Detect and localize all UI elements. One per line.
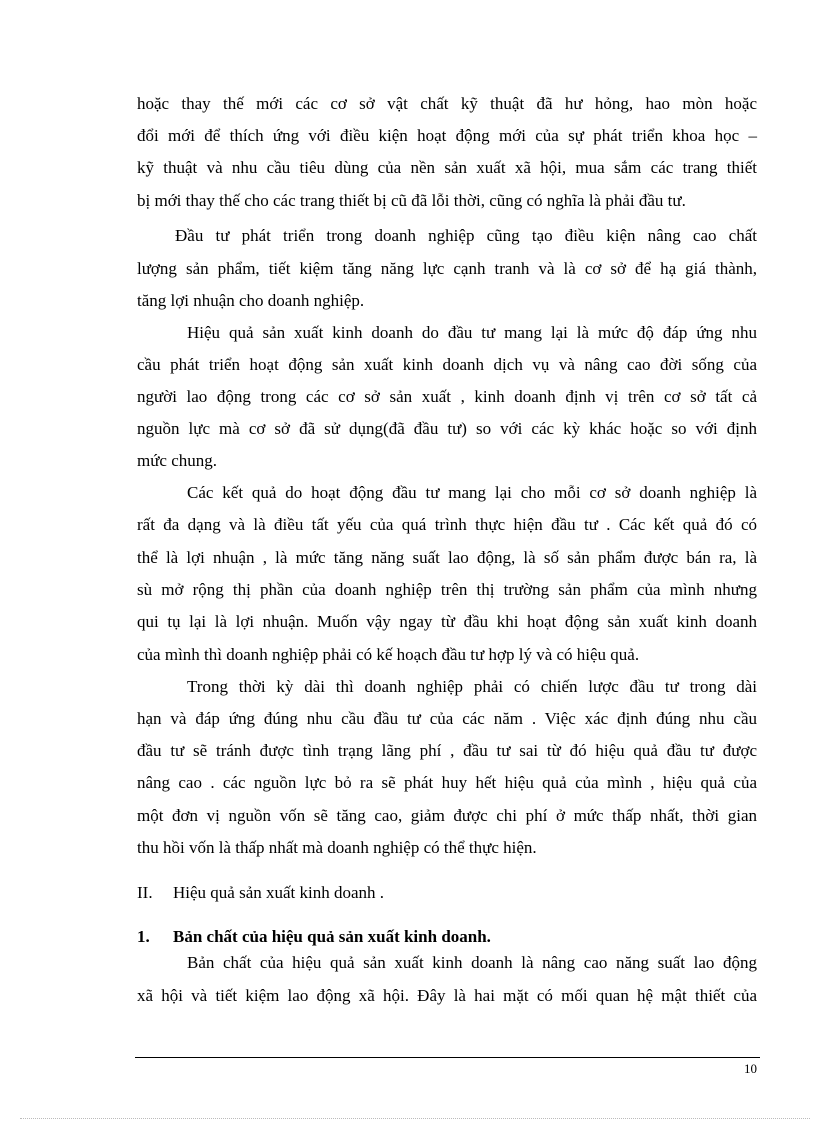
body-line: hạn và đáp ứng đúng nhu cầu đầu tư của các năm . Việc xác định đúng nhu cầu [137,709,757,728]
body-line: kỹ thuật và nhu cầu tiêu dùng của nền sản xuất xã hội, mua sắm các trang thiết [137,158,757,177]
body-line: đổi mới để thích ứng với điều kiện hoạt động mới của sự phát triển khoa học – [137,126,757,145]
body-line: Các kết quả do hoạt động đầu tư mang lại cho mỗi cơ sở doanh nghiệp là [187,483,757,502]
page-number: 10 [744,1061,757,1076]
body-line: rất đa dạng và là điều tất yếu của quá trình thực hiện đầu tư . Các kết quả đó có [137,515,757,534]
section-title: Hiệu quả sản xuất kinh doanh . [173,883,385,902]
body-line: nâng cao . các nguồn lực bỏ ra sẽ phát huy hết hiệu quả của mình , hiệu quả của [137,773,757,792]
body-line: mức chung. [137,451,218,470]
subsection-title: Bản chất của hiệu quả sản xuất kinh doanh. [173,927,491,946]
page-edge-divider [20,1118,810,1119]
body-line: cầu phát triển hoạt động sản xuất kinh doanh dịch vụ và nâng cao đời sống của [137,355,757,374]
body-line: xã hội và tiết kiệm lao động xã hội. Đây là hai mặt có mối quan hệ mật thiết của [137,986,757,1005]
body-line: sù mở rộng thị phần của doanh nghiệp trên thị trường sản phẩm của mình nhưng [137,580,757,599]
body-line: Trong thời kỳ dài thì doanh nghiệp phải có chiến lược đầu tư trong dài [187,677,757,696]
body-line: người lao động trong các cơ sở sản xuất , kinh doanh định vị trên cơ sở tất cả [137,387,757,406]
section-number: II. [137,883,153,902]
body-line: đầu tư sẽ tránh được tình trạng lãng phí , đầu tư sai từ đó hiệu quả đầu tư được [137,741,757,760]
footer-rule [135,1057,760,1058]
body-line: nguồn lực mà cơ sở đã sử dụng(đã đầu tư) so với các kỳ khác hoặc so với định [137,419,757,438]
body-line: bị mới thay thế cho các trang thiết bị cũ đã lỗi thời, cũng có nghĩa là phải đầu tư. [137,191,686,210]
body-line: qui tụ lại là lợi nhuận. Muốn vậy ngay từ đầu khi hoạt động sản xuất kinh doanh [137,612,757,631]
body-line: tăng lợi nhuận cho doanh nghiệp. [137,291,365,310]
body-line: của mình thì doanh nghiệp phải có kế hoạch đầu tư hợp lý và có hiệu quả. [137,645,640,664]
subsection-number: 1. [137,927,150,946]
body-line: Hiệu quả sản xuất kinh doanh do đầu tư mang lại là mức độ đáp ứng nhu [187,323,757,342]
body-line: một đơn vị nguồn vốn sẽ tăng cao, giảm được chi phí ở mức thấp nhất, thời gian [137,806,757,825]
body-line: thể là lợi nhuận , là mức tăng năng suất lao động, là số sản phẩm được bán ra, là [137,548,757,567]
body-line: hoặc thay thế mới các cơ sở vật chất kỹ thuật đã hư hỏng, hao mòn hoặc [137,94,757,113]
body-line: lượng sản phẩm, tiết kiệm tăng năng lực cạnh tranh và là cơ sở để hạ giá thành, [137,259,757,278]
body-line: thu hồi vốn là thấp nhất mà doanh nghiệp có thể thực hiện. [137,838,537,857]
body-line: Bản chất của hiệu quả sản xuất kinh doanh là nâng cao năng suất lao động [187,953,757,972]
body-line: Đầu tư phát triển trong doanh nghiệp cũng tạo điều kiện nâng cao chất [175,226,757,245]
